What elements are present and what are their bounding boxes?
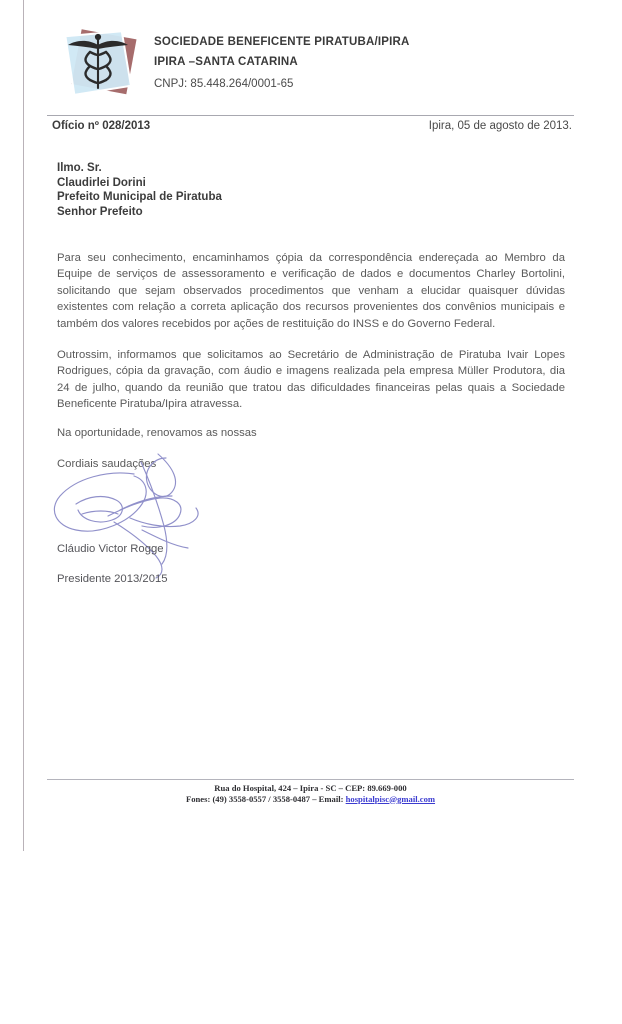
signer-role: Presidente 2013/2015 (57, 573, 168, 585)
footer-divider (47, 779, 574, 780)
document-meta-row (52, 120, 572, 136)
closing-block (57, 425, 457, 472)
letterhead (54, 18, 574, 110)
header-divider (47, 115, 574, 116)
place-and-date: Ipira, 05 de agosto de 2013. (428, 120, 572, 132)
addressee-block (57, 161, 457, 219)
addressee-line: Ilmo. Sr. (57, 162, 102, 174)
footer-email-link[interactable]: hospitalpisc@gmail.com (345, 793, 436, 804)
caduceus-medical-logo-icon (54, 20, 146, 110)
letter-body (57, 250, 565, 413)
organization-name: SOCIEDADE BENEFICENTE PIRATUBA/IPIRA (154, 36, 410, 48)
organization-location: IPIRA –SANTA CATARINA (154, 56, 298, 68)
footer-contact (47, 794, 574, 805)
body-paragraph: Para seu conhecimento, encaminhamos çópia da correspondência endereçada ao Membro da Equipe de serviços de assessoramento e verificação de dados e documentos Charley Bortolini, solicitando que sejam observados procedimentos que venham a elucidar quaisquer dúvidas existentes com relação a correta aplicação dos recursos provenientes dos convênios municipais e também dos valores recebidos por ações de restituição do INSS e do Governo Federal. (57, 252, 565, 330)
closing-line-second: Cordiais saudações (57, 458, 157, 470)
closing-line-first: Na oportunidade, renovamos as nossas (57, 427, 257, 439)
signer-block (57, 541, 357, 587)
document-reference-number: Ofício nº 028/2013 (52, 120, 151, 132)
addressee-line: Prefeito Municipal de Piratuba (57, 191, 222, 203)
signer-name: Cláudio Victor Rogge (57, 543, 164, 555)
addressee-line: Claudirlei Dorini (57, 176, 146, 189)
body-paragraph: Outrossim, informamos que solicitamos ao Secretário de Administração de Piratuba Ivair Lopes Rodrigues, cópia da gravação, com áudio e imagens realizada pela empresa Müller Produtora, dia 24 de julho, quando da reunião que tratou das dificuldades financeiras pelas quais a Sociedade Beneficente Piratuba/Ipira atravessa. (57, 349, 565, 411)
addressee-line: Senhor Prefeito (57, 205, 143, 218)
footer-phones: Fones: (49) 3558-0557 / 3558-0487 – Email: (185, 793, 346, 804)
organization-cnpj: CNPJ: 85.448.264/0001-65 (154, 78, 294, 90)
letterhead-text (154, 32, 410, 94)
page-footer (47, 783, 574, 804)
footer-address: Rua do Hospital, 424 – Ipira - SC – CEP: 89.669-000 (214, 783, 407, 793)
